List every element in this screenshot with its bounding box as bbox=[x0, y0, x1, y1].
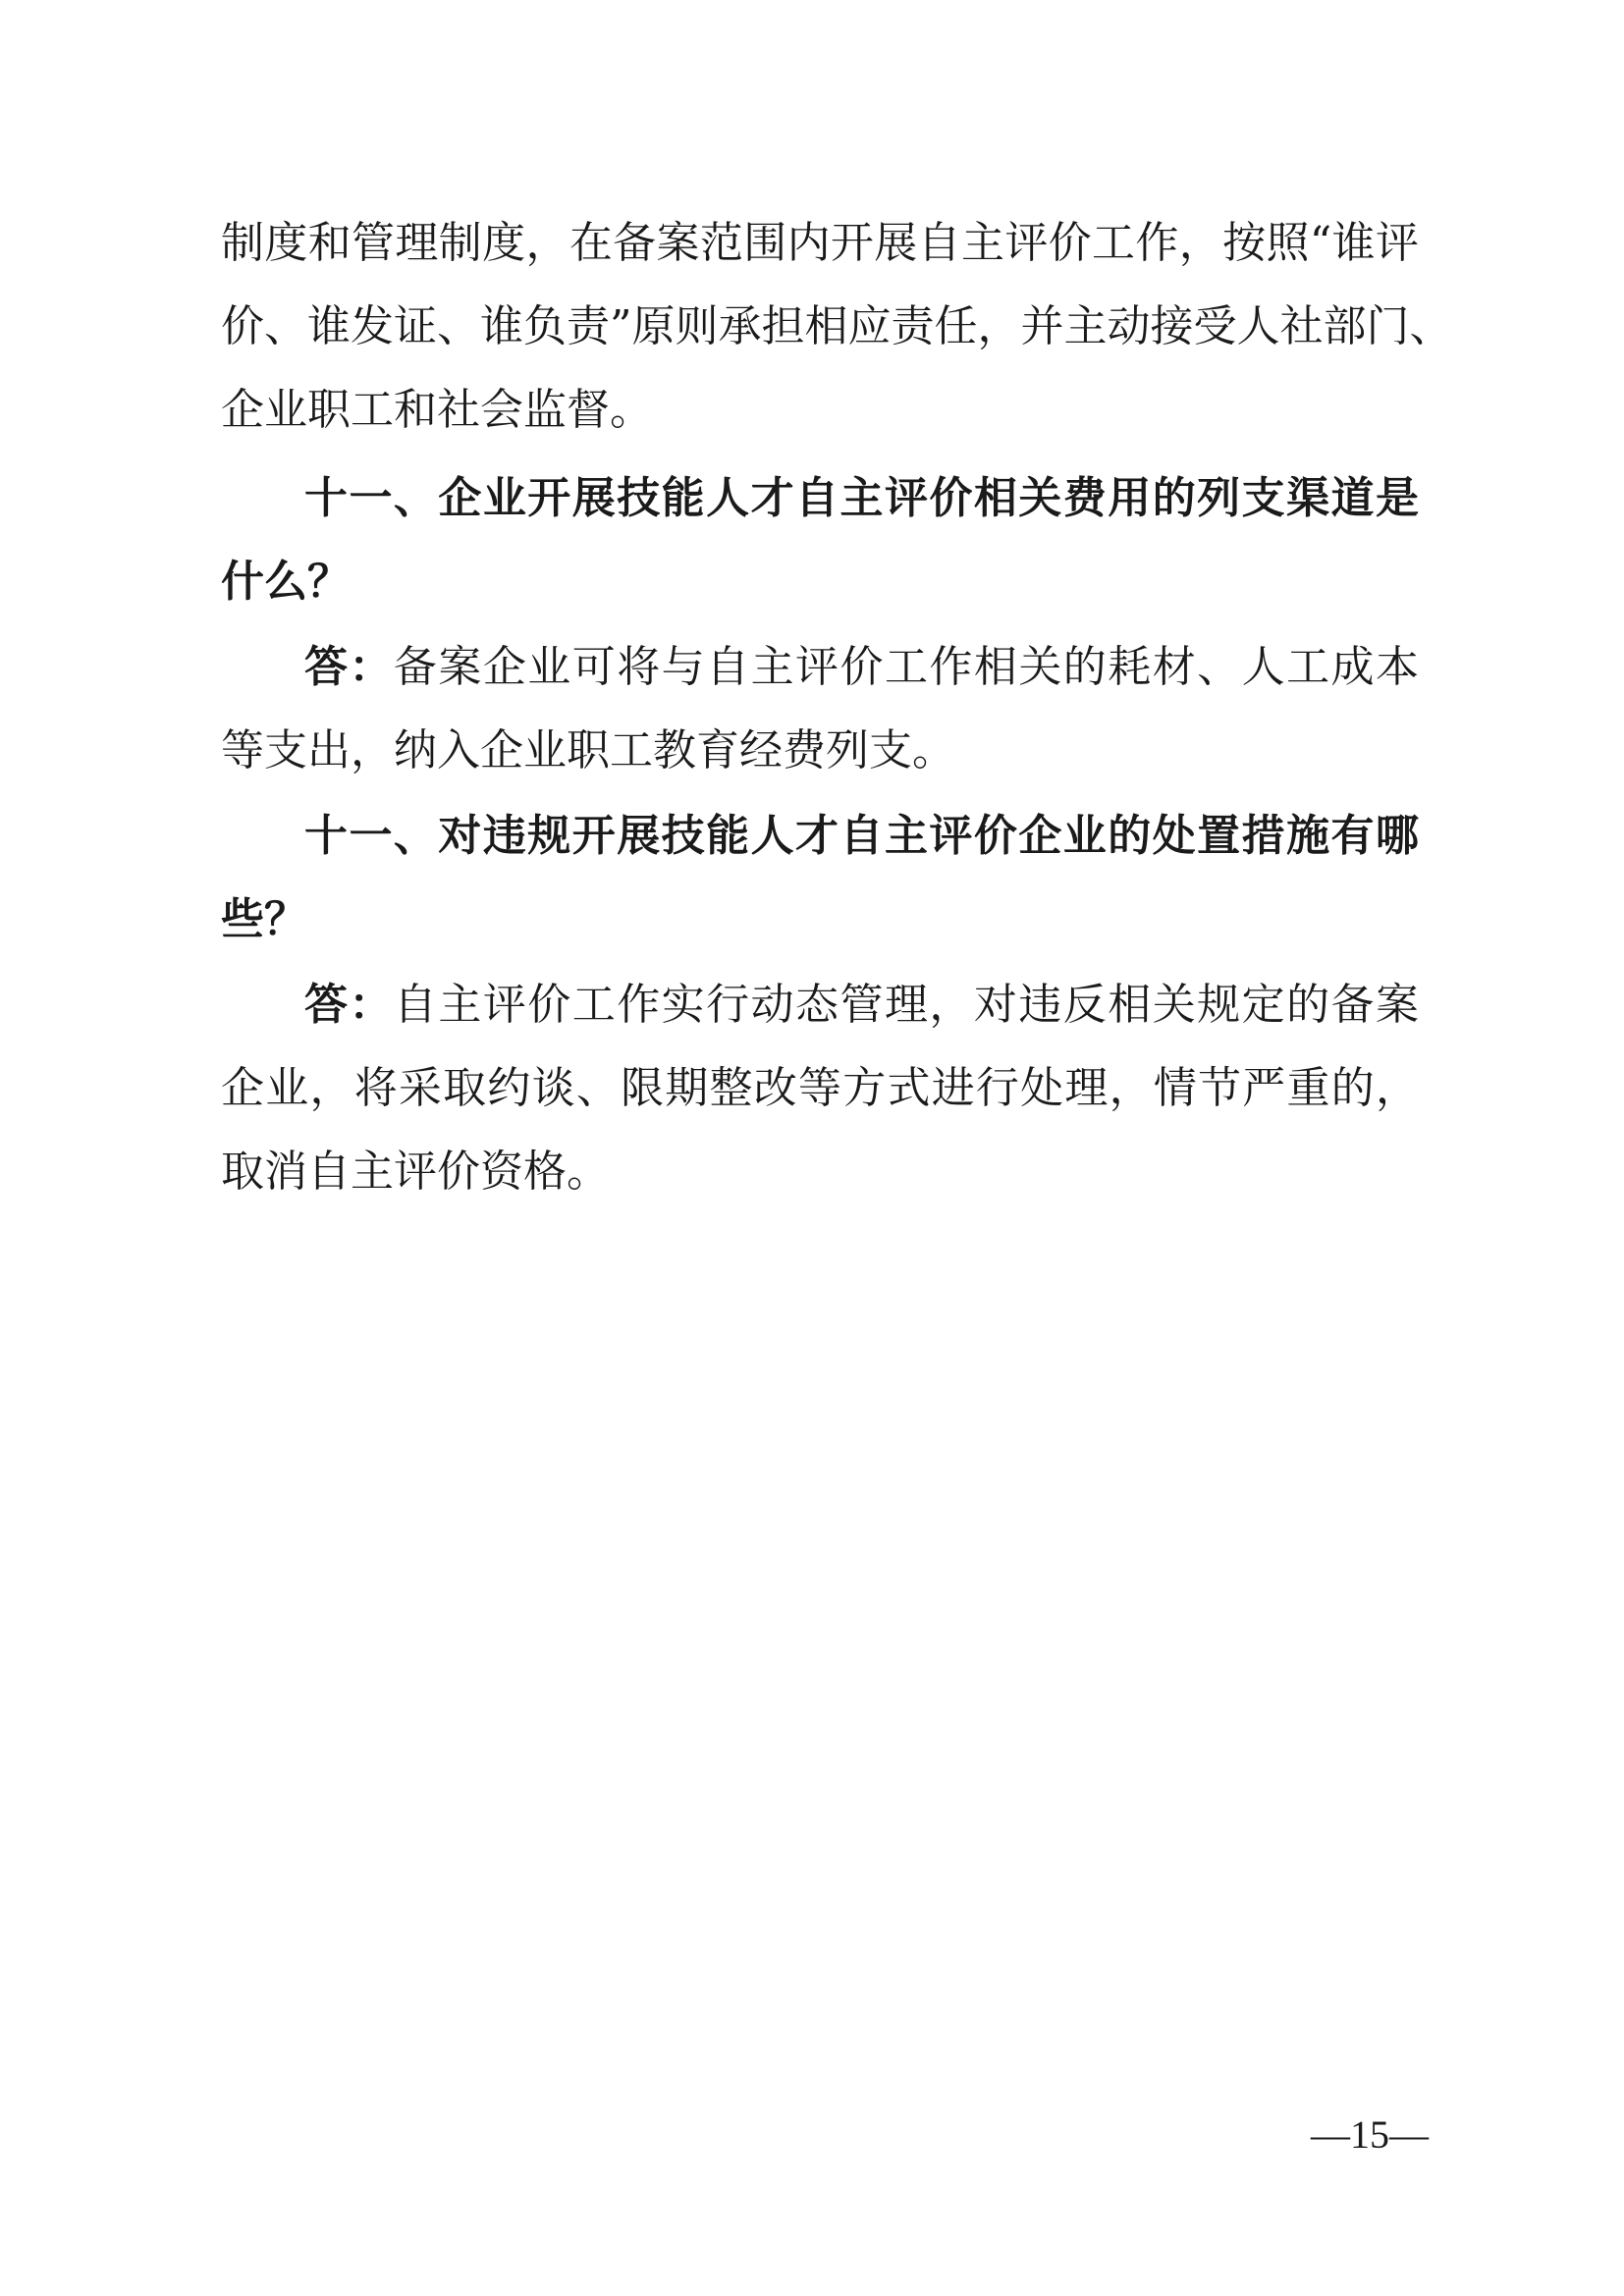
answer-line: 取消自主评价资格。 bbox=[221, 1147, 610, 1197]
section-heading-line: 十一、企业开展技能人才自主评价相关费用的列支渠道是 bbox=[304, 473, 1419, 523]
body-text-line: 企业职工和社会监督。 bbox=[221, 385, 653, 435]
answer-line: 企业，将采取约谈、限期整改等方式进行处理，情节严重的， bbox=[221, 1063, 1419, 1113]
body-text-line: 价、谁发证、谁负责”原则承担相应责任，并主动接受人社部门、 bbox=[221, 301, 1453, 351]
section-heading-line: 十一、对违规开展技能人才自主评价企业的处置措施有哪 bbox=[304, 811, 1419, 861]
answer-line: 等支出，纳入企业职工教育经费列支。 bbox=[221, 725, 955, 775]
answer-line bbox=[304, 638, 1419, 697]
section-heading-line: 什么？ bbox=[221, 557, 351, 607]
section-heading-line: 些？ bbox=[221, 894, 307, 944]
page-number: —15— bbox=[1311, 2112, 1429, 2157]
answer-text: 备案企业可将与自主评价工作相关的耗材、人工成本 bbox=[393, 642, 1420, 692]
body-text-line: 制度和管理制度，在备案范围内开展自主评价工作，按照“谁评 bbox=[221, 218, 1419, 268]
answer-text: 自主评价工作实行动态管理，对违反相关规定的备案 bbox=[393, 980, 1420, 1030]
answer-label: 答： bbox=[304, 980, 394, 1030]
answer-line bbox=[304, 976, 1419, 1035]
answer-label: 答： bbox=[304, 642, 394, 692]
